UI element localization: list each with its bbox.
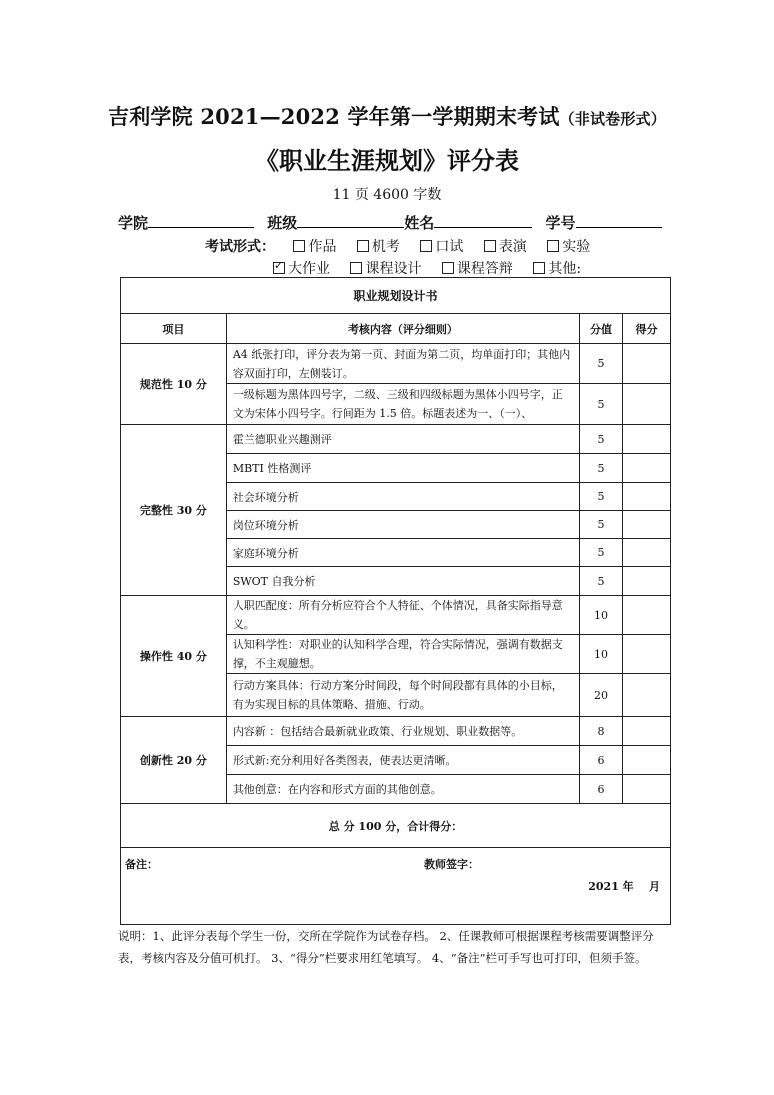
form-title: 《职业生涯规划》评分表	[255, 146, 519, 175]
checkbox-icon[interactable]	[484, 240, 496, 252]
checkbox-icon[interactable]	[547, 240, 559, 252]
criterion-score: 5	[580, 454, 623, 483]
header-obtained: 得分	[623, 314, 671, 344]
criterion-score: 5	[580, 483, 623, 511]
exam-form-label: 考试形式：	[205, 239, 275, 255]
remarks-cell[interactable]	[121, 848, 671, 925]
obtained-score-cell[interactable]	[623, 384, 671, 425]
criterion-score: 5	[580, 567, 623, 596]
obtained-score-cell[interactable]	[623, 717, 671, 746]
exam-title-suffix: （非试卷形式）	[559, 110, 666, 128]
option-major-assignment[interactable]: ✓大作业	[273, 261, 330, 277]
criterion-text: 形式新:充分利用好各类图表，使表达更清晰。	[226, 746, 579, 775]
obtained-score-cell[interactable]	[623, 511, 671, 539]
obtained-score-cell[interactable]	[623, 425, 671, 454]
student-id-label: 学号	[545, 214, 576, 232]
checkbox-icon[interactable]	[420, 240, 432, 252]
class-label: 班级	[267, 214, 298, 232]
checkbox-icon[interactable]	[350, 262, 362, 274]
criterion-text: 霍兰德职业兴趣测评	[226, 425, 579, 454]
option-course-defense[interactable]: 课程答辩	[442, 261, 513, 277]
obtained-score-cell[interactable]	[623, 483, 671, 511]
signature-date: 2021 年 月	[588, 880, 660, 893]
obtained-score-cell[interactable]	[623, 596, 671, 635]
exam-title-main: 吉利学院 2021—2022 学年第一学期期末考试	[108, 104, 560, 129]
criterion-score: 6	[580, 746, 623, 775]
checked-checkbox-icon[interactable]	[273, 262, 285, 274]
criterion-text: 认知科学性：对职业的认知科学合理，符合实际情况，强调有数据支撑，不主观臆想。	[226, 635, 579, 674]
checkbox-icon[interactable]	[293, 240, 305, 252]
total-score-row: 总 分 100 分，合计得分：	[121, 804, 671, 848]
criterion-score: 10	[580, 596, 623, 635]
criterion-score: 5	[580, 511, 623, 539]
remarks-label: 备注：	[125, 858, 158, 871]
student-id-field[interactable]	[576, 213, 662, 228]
obtained-score-cell[interactable]	[623, 746, 671, 775]
exam-title	[0, 101, 774, 131]
criterion-text: 家庭环境分析	[226, 539, 579, 567]
criterion-text: 行动方案具体：行动方案分时间段，每个时间段都有具体的小目标，有为实现目标的具体策略、措施、行动。	[226, 674, 579, 717]
table-row	[121, 425, 671, 454]
option-work[interactable]: 作品	[293, 239, 336, 255]
obtained-score-cell[interactable]	[623, 775, 671, 804]
header-score: 分值	[580, 314, 623, 344]
criterion-text: A4 纸张打印，评分表为第一页、封面为第二页，均单面打印；其他内容双面打印，左侧装订。	[226, 344, 579, 384]
criterion-text: MBTI 性格测评	[226, 454, 579, 483]
obtained-score-cell[interactable]	[623, 539, 671, 567]
college-field[interactable]	[148, 213, 254, 228]
criterion-score: 5	[580, 344, 623, 384]
criterion-text: 一级标题为黑体四号字，二级、三级和四级标题为黑体小四号字，正文为宋体小四号字。行间距为 1.5 倍。标题表述为一、（一）、	[226, 384, 579, 425]
option-course-design[interactable]: 课程设计	[350, 261, 421, 277]
college-label: 学院	[118, 214, 149, 232]
group-name: 创新性 20 分	[121, 717, 227, 804]
checkbox-icon[interactable]	[357, 240, 369, 252]
criterion-score: 5	[580, 425, 623, 454]
criterion-score: 5	[580, 384, 623, 425]
criterion-text: SWOT 自我分析	[226, 567, 579, 596]
table-row	[121, 344, 671, 384]
obtained-score-cell[interactable]	[623, 674, 671, 717]
class-field[interactable]	[297, 213, 404, 228]
criterion-text: 人职匹配度：所有分析应符合个人特征、个体情况，具备实际指导意义。	[226, 596, 579, 635]
group-name: 完整性 30 分	[121, 425, 227, 596]
option-experiment[interactable]: 实验	[547, 239, 590, 255]
header-item: 项目	[121, 314, 227, 344]
obtained-score-cell[interactable]	[623, 567, 671, 596]
exam-form-row-1	[205, 236, 606, 256]
criterion-score: 8	[580, 717, 623, 746]
option-computer-exam[interactable]: 机考	[357, 239, 400, 255]
table-row	[121, 596, 671, 635]
name-field[interactable]	[434, 213, 532, 228]
option-performance[interactable]: 表演	[484, 239, 527, 255]
obtained-score-cell[interactable]	[623, 344, 671, 384]
student-info-line	[118, 212, 670, 233]
grading-table	[120, 277, 671, 925]
obtained-score-cell[interactable]	[623, 454, 671, 483]
criterion-score: 10	[580, 635, 623, 674]
table-row	[121, 717, 671, 746]
table-caption: 职业规划设计书	[121, 278, 671, 314]
exam-form-row-2	[273, 258, 597, 278]
name-label: 姓名	[404, 214, 435, 232]
group-name: 规范性 10 分	[121, 344, 227, 425]
criterion-score: 5	[580, 539, 623, 567]
criterion-score: 20	[580, 674, 623, 717]
page-count: 11 页 4600 字数	[332, 187, 442, 203]
criterion-text: 岗位环境分析	[226, 511, 579, 539]
teacher-signature-label: 教师签字：	[424, 858, 479, 871]
option-oral-exam[interactable]: 口试	[420, 239, 463, 255]
criterion-text: 内容新 ：包括结合最新就业政策、行业规划、职业数据等。	[226, 717, 579, 746]
header-content: 考核内容（评分细则）	[226, 314, 579, 344]
criterion-score: 6	[580, 775, 623, 804]
footnote: 说明：1、此评分表每个学生一份，交所在学院作为试卷存档。 2、任课教师可根据课程考核需要调整评分表，考核内容及分值可机打。 3、“得分”栏要求用红笔填写。 4、“备注”栏可手写也可打印，但须手签。	[118, 929, 654, 965]
checkbox-icon[interactable]	[442, 262, 454, 274]
obtained-score-cell[interactable]	[623, 635, 671, 674]
criterion-text: 其他创意：在内容和形式方面的其他创意。	[226, 775, 579, 804]
checkbox-icon[interactable]	[533, 262, 545, 274]
option-other[interactable]: 其他:	[533, 261, 581, 277]
group-name: 操作性 40 分	[121, 596, 227, 717]
criterion-text: 社会环境分析	[226, 483, 579, 511]
